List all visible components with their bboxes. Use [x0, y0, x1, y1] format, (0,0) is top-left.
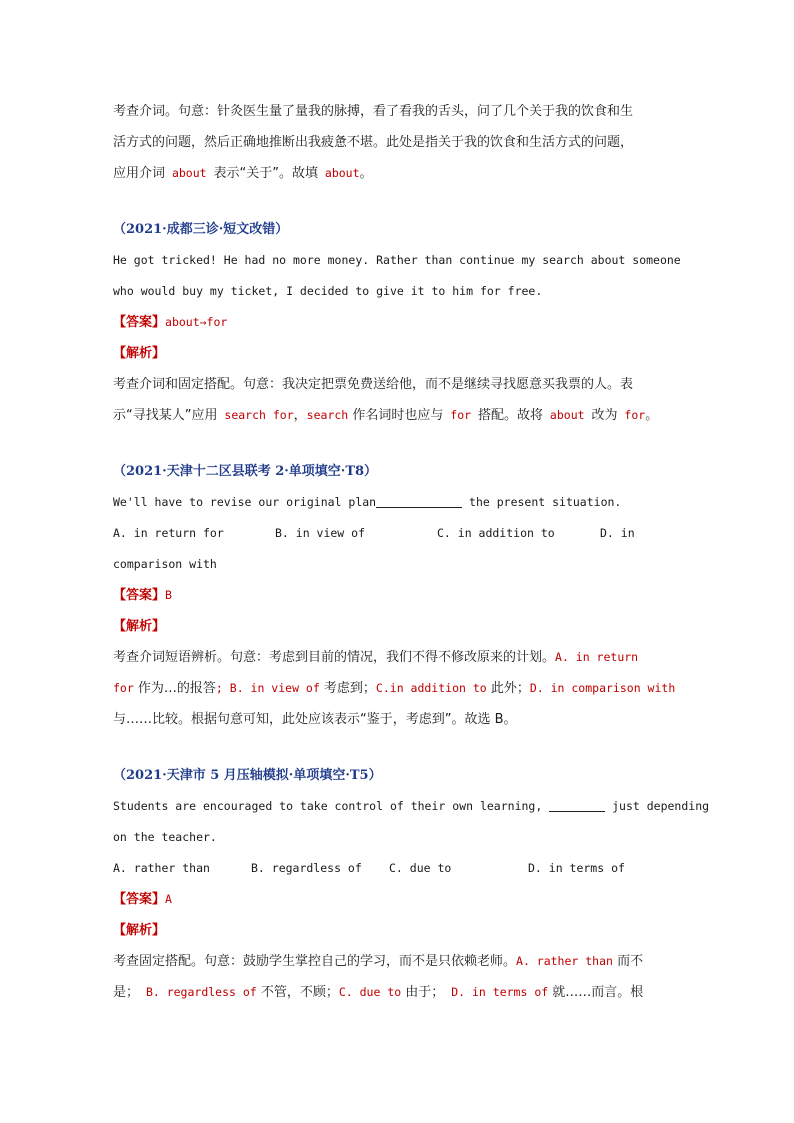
- answer-line: [113, 884, 683, 915]
- analysis-text: for 作为…的报答; B. in view of 考虑到；C.in addition to 此外；D. in comparison with: [113, 681, 676, 696]
- analysis-label: 【解析】: [113, 619, 166, 634]
- analysis-label: 【解析】: [113, 923, 166, 938]
- option-d-continued: comparison with: [113, 557, 217, 571]
- analysis-text: 考查固定搭配。句意：鼓励学生掌控自己的学习，而不是只依赖老师。A. rather than 而不: [113, 954, 644, 969]
- answer-line: [113, 307, 683, 338]
- answer-value: about→for: [165, 315, 228, 329]
- analysis-label: 【解析】: [113, 346, 166, 361]
- document-page: [113, 96, 710, 1008]
- answer-line: [113, 580, 683, 611]
- question-block-1: [113, 214, 683, 431]
- question-text: We'll have to revise our original plan the present situation.: [113, 495, 622, 509]
- answer-label: 【答案】: [113, 315, 166, 330]
- question-text: He got tricked! He had no more money. Rather than continue my search about someone: [113, 253, 681, 267]
- explanation-block-prev: [113, 96, 683, 189]
- option-a: A. rather than: [113, 861, 210, 875]
- question-text: who would buy my ticket, I decided to give it to him for free.: [113, 284, 543, 298]
- option-d: D. in terms of: [528, 861, 625, 875]
- analysis-text: 是； B. regardless of 不管，不顾；C. due to 由于； D. in terms of 就……而言。根: [113, 985, 644, 1000]
- text-line: 活方式的问题，然后正确地推断出我疲惫不堪。此处是指关于我的饮食和生活方式的问题，: [113, 135, 634, 150]
- answer-label: 【答案】: [113, 588, 166, 603]
- analysis-text: 与……比较。根据句意可知，此处应该表示“鉴于，考虑到”。故选 B。: [113, 712, 517, 727]
- analysis-text: 考查介词和固定搭配。句意：我决定把票免费送给他，而不是继续寻找愿意买我票的人。表: [113, 377, 634, 392]
- answer-value: A: [165, 892, 172, 906]
- option-c: C. due to: [389, 861, 452, 875]
- answer-label: 【答案】: [113, 892, 166, 907]
- question-text: on the teacher.: [113, 830, 217, 844]
- option-d: D. in: [600, 526, 635, 540]
- text-line: 应用介词 about 表示“关于”。故填 about。: [113, 166, 373, 181]
- option-b: B. in view of: [275, 526, 366, 540]
- question-source: （2021·天津十二区县联考 2·单项填空·T8）: [113, 464, 378, 479]
- question-block-2: [113, 456, 683, 735]
- answer-blank: [376, 493, 462, 508]
- options-line: [113, 518, 683, 549]
- analysis-text: 考查介词短语辨析。句意：考虑到目前的情况，我们不得不修改原来的计划。A. in return: [113, 650, 639, 665]
- answer-blank: [549, 797, 605, 812]
- analysis-text: 示“寻找某人”应用 search for，search 作名词时也应与 for 搭配。故将 about 改为 for。: [113, 408, 659, 423]
- answer-value: B: [165, 588, 172, 602]
- question-source: （2021·天津市 5 月压轴模拟·单项填空·T5）: [113, 768, 382, 783]
- text-line: 考查介词。句意：针灸医生量了量我的脉搏，看了看我的舌头，问了几个关于我的饮食和生: [113, 104, 634, 119]
- option-c: C. in addition to: [437, 526, 555, 540]
- question-block-3: [113, 760, 710, 1008]
- question-text: Students are encouraged to take control of their own learning, just depending: [113, 799, 710, 813]
- options-line: [113, 853, 683, 884]
- option-a: A. in return for: [113, 526, 224, 540]
- option-b: B. regardless of: [251, 861, 362, 875]
- question-source: （2021·成都三诊·短文改错）: [113, 222, 289, 237]
